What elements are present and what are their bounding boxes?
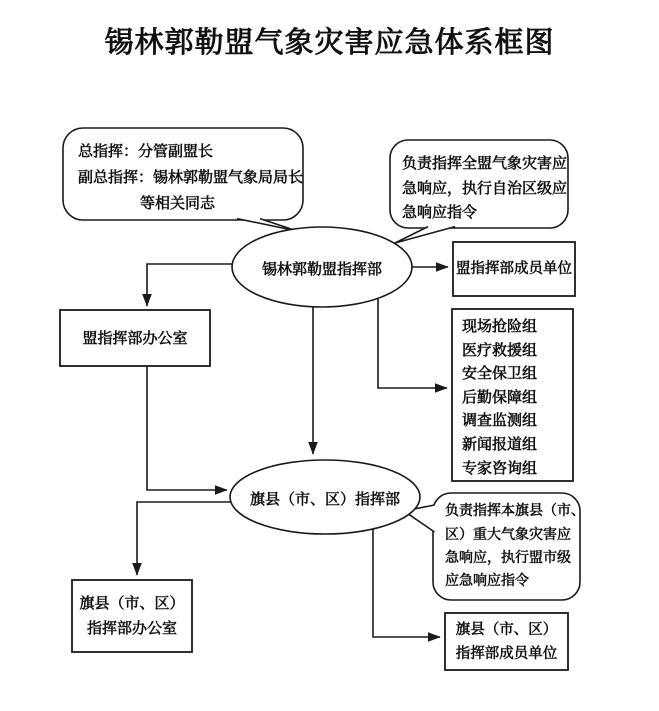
callout-county-duty-line3: 急响应，执行盟市级 (445, 550, 571, 566)
callout-county-duty-line2: 区）重大气象灾害应 (445, 527, 571, 543)
arrow-league-office-to-countyhq (147, 366, 227, 490)
callout-league-leaders-line1: 总指挥：分管副盟长 (78, 142, 214, 160)
list-item: 医疗救援组 (462, 340, 538, 359)
response-groups-list (462, 315, 537, 480)
list-item: 安全保卫组 (462, 364, 538, 383)
callout-league-duty-tail (395, 227, 455, 243)
callout-league-leaders-line2: 副总指挥：锡林郭勒盟气象局局长 (78, 168, 304, 186)
page-title: 锡林郭勒盟气象灾害应急体系框图 (104, 25, 555, 59)
list-item: 现场抢险组 (462, 317, 538, 335)
callout-county-duty-line4: 应急响应指令 (445, 573, 529, 589)
arrow-countyhq-to-county-office (137, 502, 232, 575)
callout-league-duty-line3: 急响应指令 (402, 203, 478, 221)
callout-league-leaders-line3: 等相关同志 (140, 194, 216, 212)
label-league-office: 盟指挥部办公室 (82, 328, 188, 347)
arrow-countyhq-to-county-members (373, 529, 440, 637)
label-league-members: 盟指挥部成员单位 (456, 260, 572, 277)
callout-county-duty-line1: 负责指挥本旗县（市、 (445, 503, 585, 519)
label-county-hq: 旗县（市、区）指挥部 (249, 490, 400, 508)
callout-league-duty-line2: 急响应，执行自治区级应 (402, 179, 568, 197)
list-item: 专家咨询组 (462, 458, 538, 477)
list-item: 新闻报道组 (462, 434, 538, 453)
list-item: 后勤保障组 (462, 387, 538, 406)
callout-league-duty-line1: 负责指挥全盟气象灾害应 (402, 154, 568, 172)
list-item: 调查监测组 (462, 411, 538, 430)
label-league-hq: 锡林郭勒盟指挥部 (261, 260, 382, 278)
label-county-members: 旗县（市、区） 指挥部成员单位 (455, 621, 558, 662)
label-county-office: 旗县（市、区） 指挥部办公室 (79, 594, 185, 637)
arrow-leaguehq-to-groups (378, 299, 447, 388)
arrow-leaguehq-to-league-office (147, 264, 232, 306)
